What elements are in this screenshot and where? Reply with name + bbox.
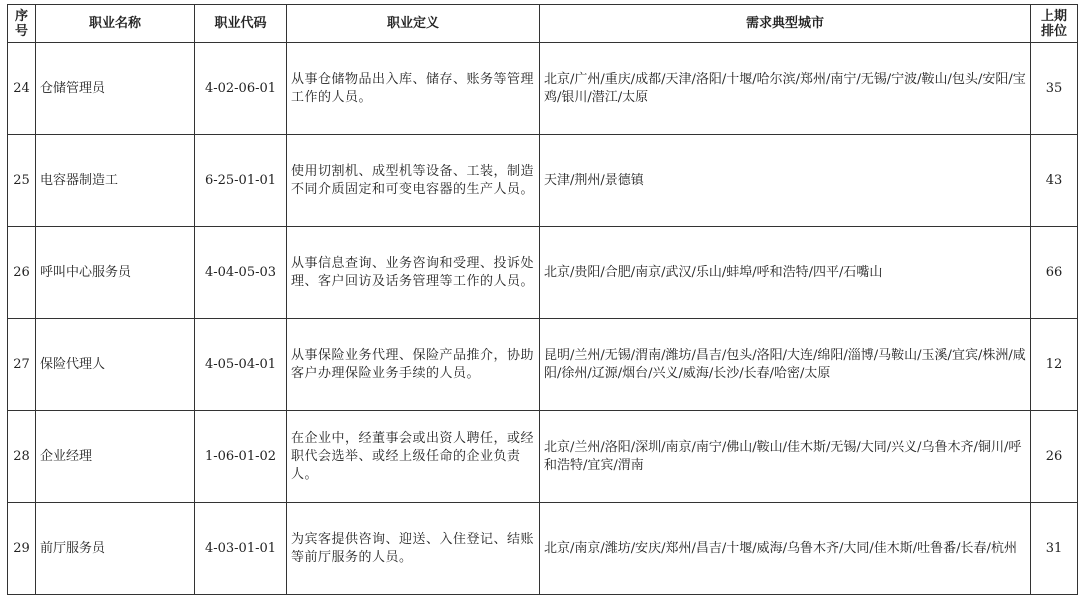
row-no: 25 [8,135,36,227]
row-code: 1-06-01-02 [195,411,287,503]
row-definition: 从事保险业务代理、保险产品推介，协助客户办理保险业务手续的人员。 [287,319,540,411]
row-name: 仓储管理员 [36,43,195,135]
row-definition: 在企业中，经董事会或出资人聘任，或经职代会选举、或经上级任命的企业负责人。 [287,411,540,503]
row-rank: 12 [1031,319,1078,411]
header-no: 序号 [8,5,36,43]
row-name: 前厅服务员 [36,503,195,595]
row-name: 呼叫中心服务员 [36,227,195,319]
table-header-row [8,5,1078,43]
table-row [8,135,1078,227]
row-cities: 天津/荆州/景德镇 [540,135,1031,227]
table-row [8,319,1078,411]
row-no: 24 [8,43,36,135]
row-rank: 26 [1031,411,1078,503]
table-row [8,503,1078,595]
row-no: 29 [8,503,36,595]
row-no: 26 [8,227,36,319]
row-cities: 北京/南京/潍坊/安庆/郑州/昌吉/十堰/威海/乌鲁木齐/大同/佳木斯/吐鲁番/长春/杭州 [540,503,1031,595]
header-cities: 需求典型城市 [540,5,1031,43]
row-code: 4-04-05-03 [195,227,287,319]
header-definition: 职业定义 [287,5,540,43]
row-rank: 35 [1031,43,1078,135]
row-rank: 43 [1031,135,1078,227]
row-definition: 从事信息查询、业务咨询和受理、投诉处理、客户回访及话务管理等工作的人员。 [287,227,540,319]
row-code: 4-02-06-01 [195,43,287,135]
header-rank: 上期排位 [1031,5,1078,43]
row-code: 4-03-01-01 [195,503,287,595]
table-row [8,411,1078,503]
row-no: 28 [8,411,36,503]
occupation-table-container [7,4,1077,595]
row-cities: 北京/广州/重庆/成都/天津/洛阳/十堰/哈尔滨/郑州/南宁/无锡/宁波/鞍山/包头/安阳/宝鸡/银川/潜江/太原 [540,43,1031,135]
table-row [8,43,1078,135]
row-name: 企业经理 [36,411,195,503]
row-rank: 31 [1031,503,1078,595]
row-code: 4-05-04-01 [195,319,287,411]
row-name: 电容器制造工 [36,135,195,227]
row-definition: 从事仓储物品出入库、储存、账务等管理工作的人员。 [287,43,540,135]
occupation-demand-table [7,4,1078,595]
row-rank: 66 [1031,227,1078,319]
row-definition: 为宾客提供咨询、迎送、入住登记、结账等前厅服务的人员。 [287,503,540,595]
row-code: 6-25-01-01 [195,135,287,227]
header-name: 职业名称 [36,5,195,43]
header-code: 职业代码 [195,5,287,43]
row-cities: 北京/贵阳/合肥/南京/武汉/乐山/蚌埠/呼和浩特/四平/石嘴山 [540,227,1031,319]
row-cities: 北京/兰州/洛阳/深圳/南京/南宁/佛山/鞍山/佳木斯/无锡/大同/兴义/乌鲁木齐/铜川/呼和浩特/宜宾/渭南 [540,411,1031,503]
row-name: 保险代理人 [36,319,195,411]
table-row [8,227,1078,319]
row-definition: 使用切割机、成型机等设备、工装，制造不同介质固定和可变电容器的生产人员。 [287,135,540,227]
row-cities: 昆明/兰州/无锡/渭南/潍坊/昌吉/包头/洛阳/大连/绵阳/淄博/马鞍山/玉溪/宜宾/株洲/咸阳/徐州/辽源/烟台/兴义/威海/长沙/长春/哈密/太原 [540,319,1031,411]
row-no: 27 [8,319,36,411]
